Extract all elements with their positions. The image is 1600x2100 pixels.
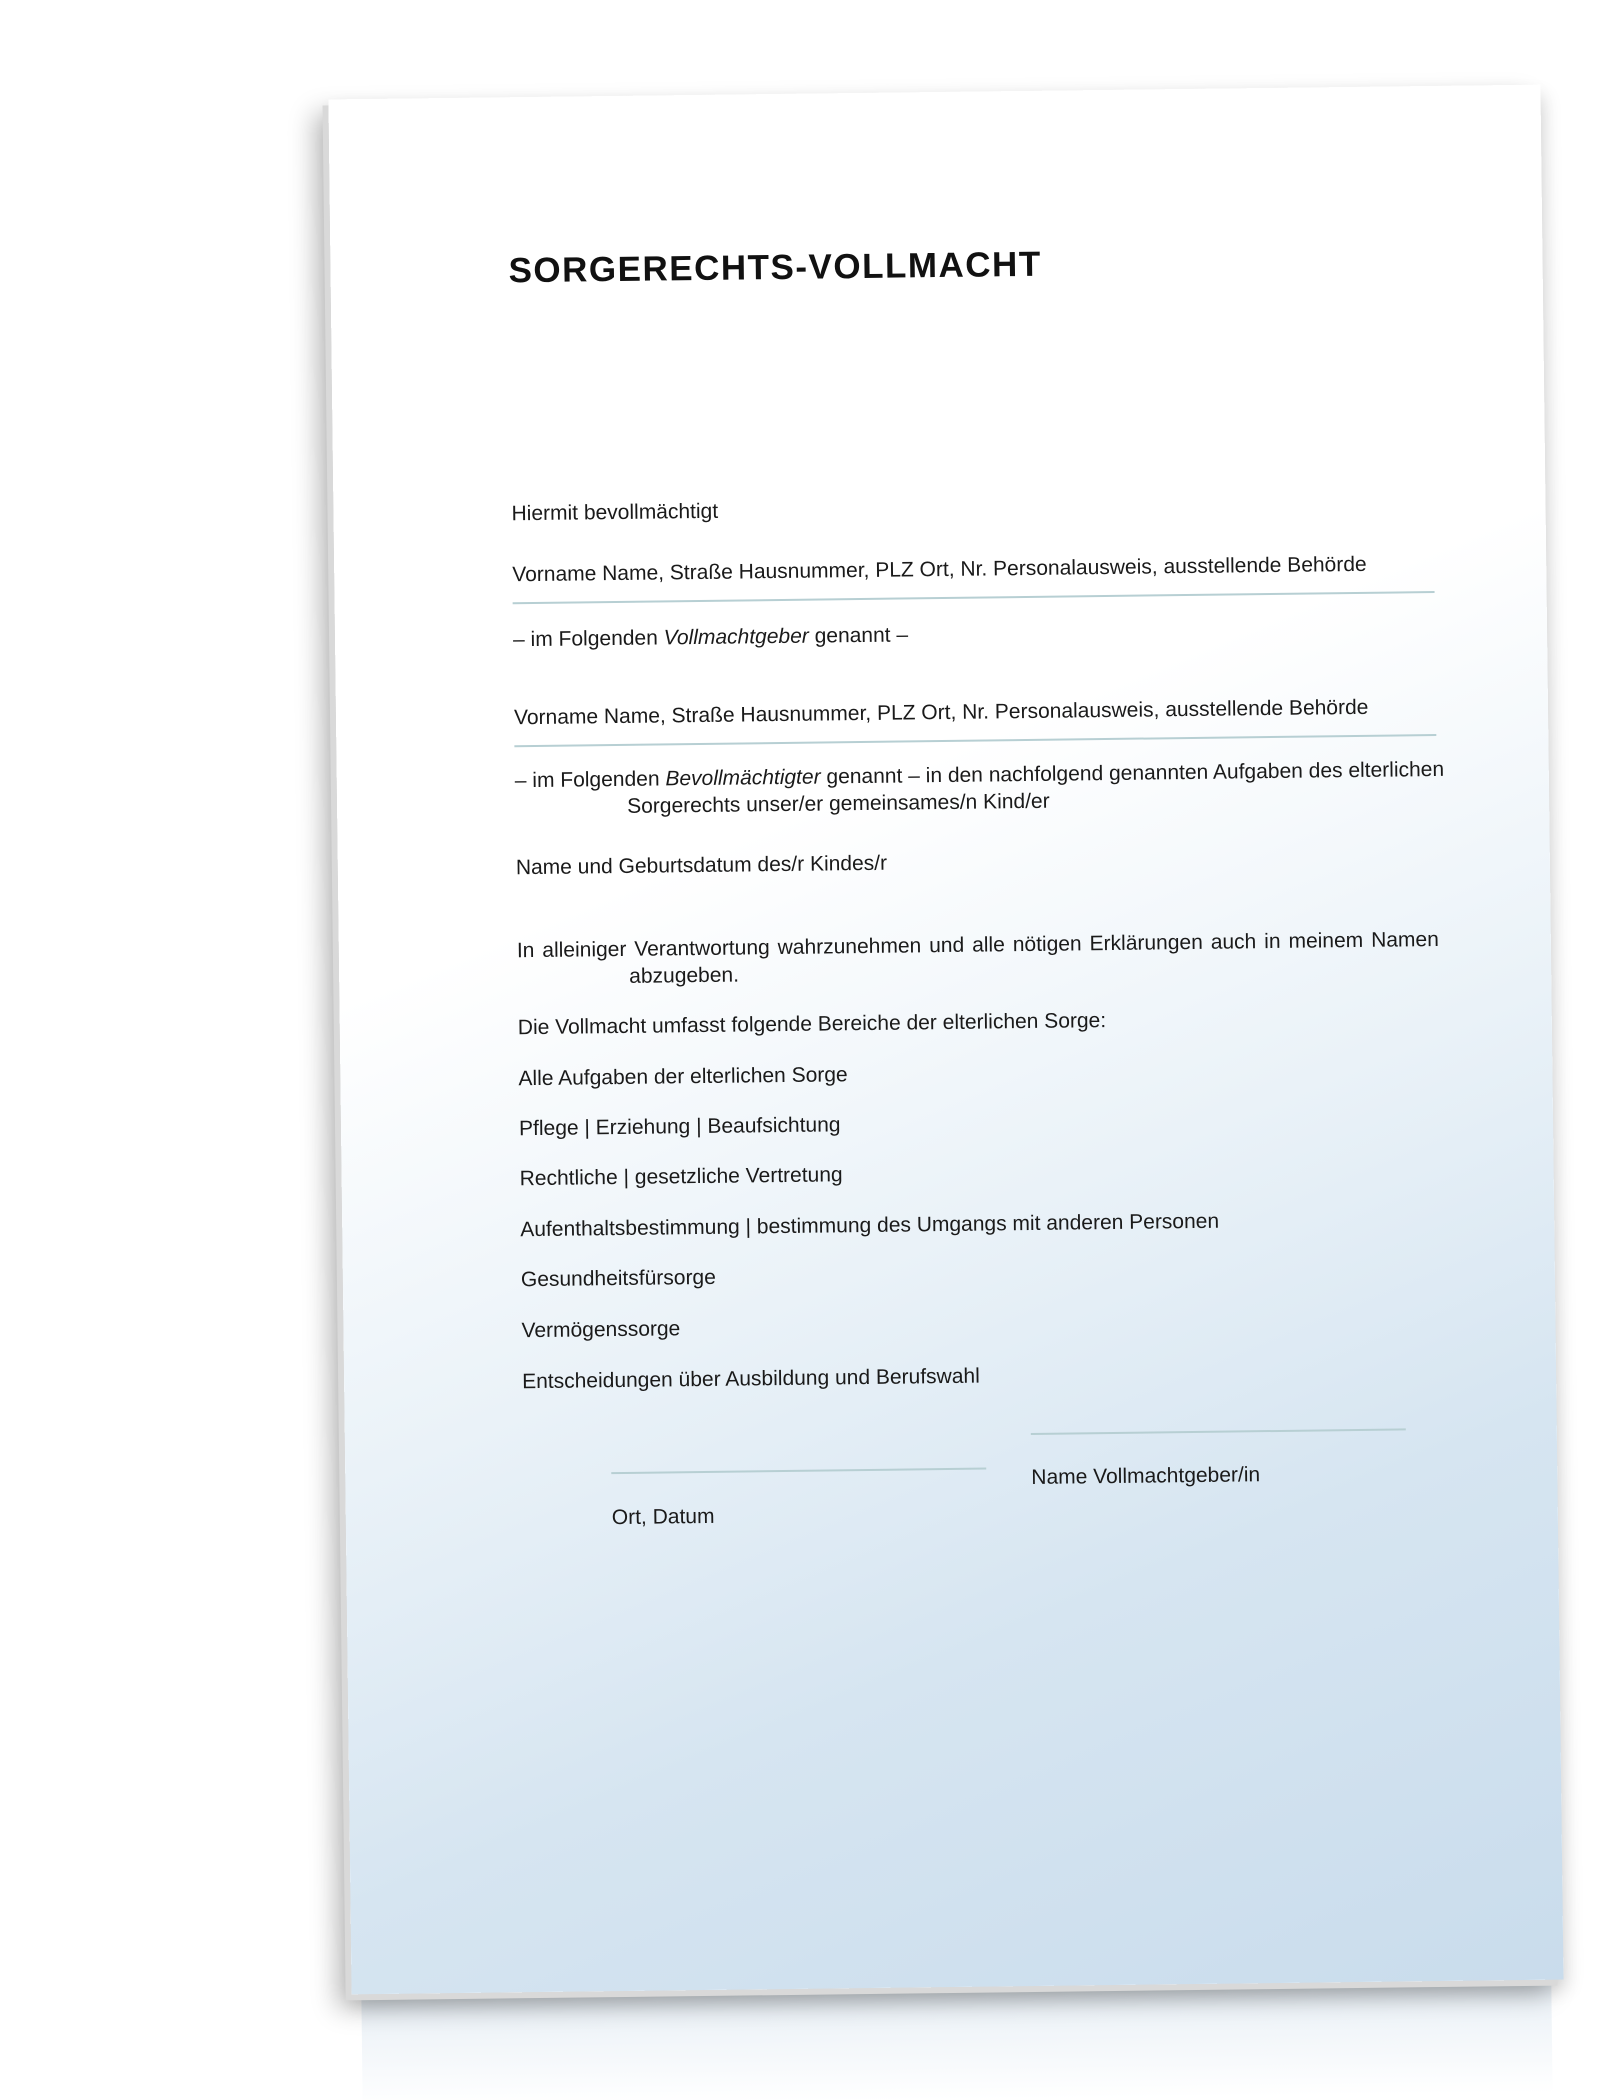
- scope-item: Gesundheitsfürsorge: [520, 1265, 716, 1292]
- agent-role-note: [514, 756, 1445, 821]
- responsibility-line1: In alleiniger Verantwortung wahrzunehmen und alle nötigen Erklärungen auch in meinem Namen: [516, 927, 1439, 963]
- scope-item: Rechtliche | gesetzliche Vertretung: [519, 1163, 843, 1191]
- scope-item: Aufenthaltsbestimmung | bestimmung des Umgangs mit anderen Personen: [520, 1209, 1220, 1242]
- document-title: SORGERECHTS-VOLLMACHT: [508, 244, 1042, 291]
- place-date-label: Ort, Datum: [611, 1504, 715, 1530]
- responsibility-line2: abzugeben.: [629, 963, 740, 988]
- scope-intro: Die Vollmacht umfasst folgende Bereiche der elterlichen Sorge:: [517, 1009, 1107, 1040]
- grantor-note-role: Vollmachtgeber: [663, 624, 809, 650]
- scope-item: Entscheidungen über Ausbildung und Berufswahl: [522, 1364, 980, 1394]
- sheet-reflection: [361, 1983, 1552, 2100]
- responsibility-paragraph: [517, 926, 1440, 991]
- grantor-role-note: [513, 620, 908, 655]
- agent-note-continuation: Sorgerechts unser/er gemeinsames/n Kind/er: [626, 789, 1050, 818]
- grantor-note-after: genannt –: [808, 623, 909, 648]
- place-date-signature-line: [611, 1468, 986, 1475]
- agent-details-line: [514, 734, 1436, 747]
- document-sheet: [328, 85, 1563, 1995]
- agent-note-before: – im Folgenden: [514, 767, 666, 793]
- intro-text: Hiermit bevollmächtigt: [511, 499, 719, 526]
- grantor-name-label: Name Vollmachtgeber/in: [1031, 1463, 1261, 1489]
- grantor-note-before: – im Folgenden: [512, 626, 664, 652]
- grantor-signature-line: [1031, 1428, 1406, 1435]
- agent-note-role: Bevollmächtigter: [665, 765, 821, 791]
- grantor-details-placeholder: Vorname Name, Straße Hausnummer, PLZ Ort, Nr. Personalausweis, ausstellende Behörde: [512, 552, 1367, 587]
- scope-item: Vermögenssorge: [521, 1317, 681, 1343]
- child-details-placeholder: Name und Geburtsdatum des/r Kindes/r: [515, 851, 888, 880]
- agent-note-after: genannt – in den nachfolgend genannten Aufgaben des elterlichen: [820, 757, 1445, 789]
- grantor-details-line: [513, 591, 1435, 604]
- scope-item: Alle Aufgaben der elterlichen Sorge: [518, 1063, 848, 1091]
- scope-item: Pflege | Erziehung | Beaufsichtung: [518, 1113, 841, 1141]
- agent-details-placeholder: Vorname Name, Straße Hausnummer, PLZ Ort, Nr. Personalausweis, ausstellende Behörde: [513, 695, 1369, 730]
